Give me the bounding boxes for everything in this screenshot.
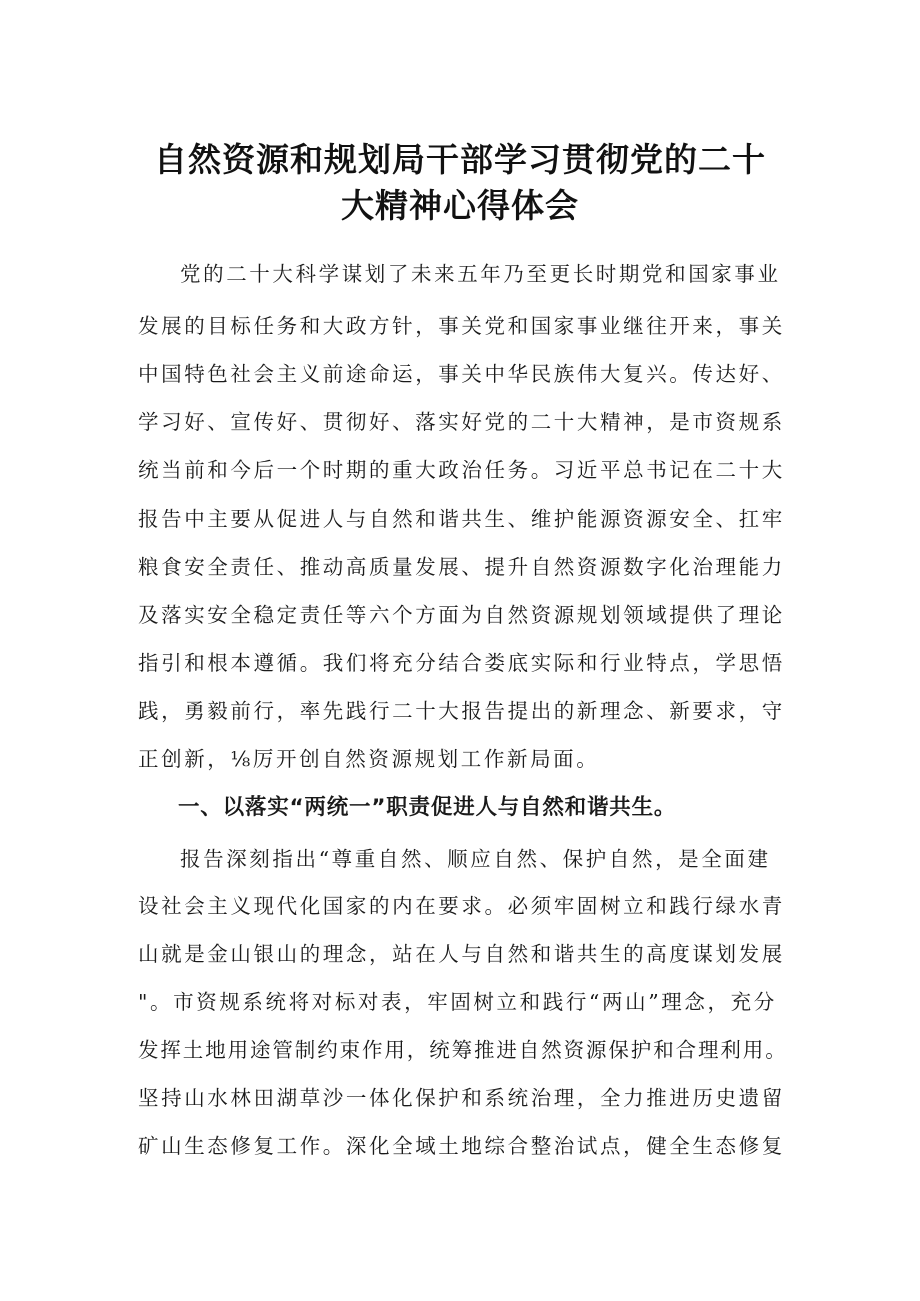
paragraph-2-line: 报告深刻指出“尊重自然、顺应自然、保护自然，是全面建 xyxy=(180,847,771,871)
paragraph-1-line: 及落实安全稳定责任等六个方面为自然资源规划领域提供了理论 xyxy=(138,603,785,627)
paragraph-2-line: 设社会主义现代化国家的内在要求。必须牢固树立和践行绿水青 xyxy=(138,894,785,918)
paragraph-1-line: 报告中主要从促进人与自然和谐共生、维护能源资源安全、扛牢 xyxy=(138,507,785,531)
paragraph-2-line: 坚持山水林田湖草沙一体化保护和系统治理，全力推进历史遗留 xyxy=(138,1086,785,1110)
paragraph-1-line: 践，勇毅前行，率先践行二十大报告提出的新理念、新要求，守 xyxy=(138,699,785,723)
paragraph-2-line: 山就是金山银山的理念，站在人与自然和谐共生的高度谋划发展 xyxy=(138,942,785,966)
paragraph-1-line: 统当前和今后一个时期的重大政治任务。习近平总书记在二十大 xyxy=(138,458,785,482)
section-heading-1: 一、以落实“两统一”职责促进人与自然和谐共生。 xyxy=(178,795,677,820)
paragraph-2-line: 矿山生态修复工作。深化全域土地综合整治试点，健全生态修复 xyxy=(138,1134,785,1158)
paragraph-1-line: 发展的目标任务和大政方针，事关党和国家事业继往开来，事关 xyxy=(138,314,785,338)
paragraph-1-line: 学习好、宣传好、贯彻好、落实好党的二十大精神，是市资规系 xyxy=(138,410,785,434)
document-title-line-2: 大精神心得体会 xyxy=(341,186,579,225)
paragraph-1-line: 党的二十大科学谋划了未来五年乃至更长时期党和国家事业 xyxy=(180,262,781,286)
document-title-line-1: 自然资源和规划局干部学习贯彻党的二十 xyxy=(154,140,766,179)
paragraph-1-line: 粮食安全责任、推动高质量发展、提升自然资源数字化治理能力 xyxy=(138,555,785,579)
paragraph-2-line: 发挥土地用途管制约束作用，统筹推进自然资源保护和合理利用。 xyxy=(138,1038,788,1062)
paragraph-1-line: 中国特色社会主义前途命运，事关中华民族伟大复兴。传达好、 xyxy=(138,362,785,386)
paragraph-1-line: 正创新，⅛厉开创自然资源规划工作新局面。 xyxy=(138,747,600,771)
paragraph-1-line: 指引和根本遵循。我们将充分结合娄底实际和行业特点，学思悟 xyxy=(138,651,785,675)
paragraph-2-line: "。市资规系统将对标对表，牢固树立和践行“两山”理念，充分 xyxy=(138,990,777,1014)
